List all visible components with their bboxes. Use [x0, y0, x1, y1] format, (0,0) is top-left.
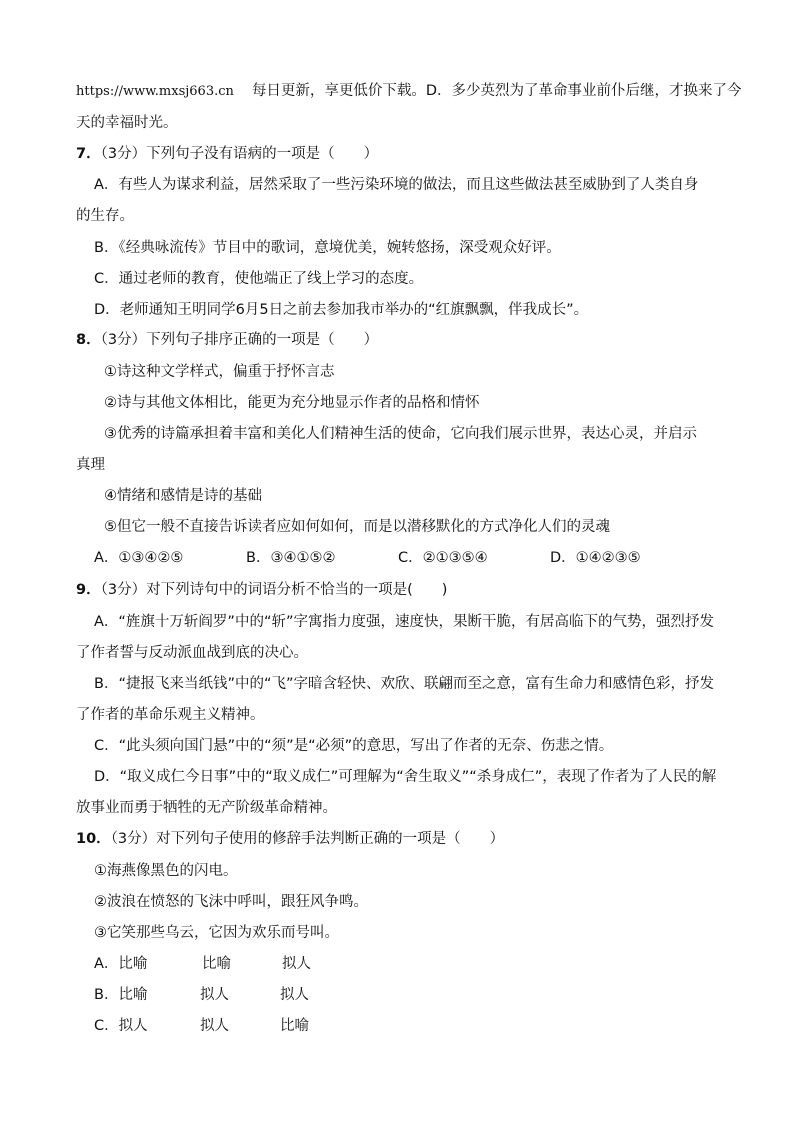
question-text: （3分）下列句子没有语病的一项是（ ）	[100, 146, 379, 162]
question-number: 7．	[76, 146, 101, 162]
q8-sentence-5: ⑤但它一般不直接告诉读者应如何如何，而是以潜移默化的方式净化人们的灵魂	[104, 519, 610, 535]
option-term: 拟人	[280, 987, 309, 1003]
option-term: B．比喻	[94, 987, 148, 1003]
q9-option-d: D．“取义成仁今日事”中的“取义成仁”可理解为“舍生取义”“杀身成仁”，表现了作者为了人民的解	[94, 769, 717, 785]
q10-option-b	[94, 985, 360, 1005]
tagline: 每日更新，享更低价下载。	[251, 83, 426, 99]
q8-option-b: B．③④①⑤②	[246, 550, 336, 566]
question-number: 8．	[76, 332, 101, 348]
header-line	[76, 81, 742, 102]
option-term: 拟人	[200, 1018, 229, 1034]
option-term: 拟人	[200, 987, 229, 1003]
q8-sentence-3: ③优秀的诗篇承担着丰富和美化人们精神生活的使命，它向我们展示世界，表达心灵，并启示	[104, 426, 697, 442]
question-7-stem	[76, 144, 378, 164]
question-text: （3分）对下列诗句中的词语分析不恰当的一项是( )	[100, 582, 448, 598]
q9-option-a-cont: 了作者誓与反动派血战到底的决心。	[76, 645, 308, 661]
q8-options	[94, 548, 641, 568]
q10-sentence-2: ②波浪在愤怒的飞沫中呼叫，跟狂风争鸣。	[94, 894, 368, 910]
q9-option-d-cont: 放事业而勇于牺牲的无产阶级革命精神。	[76, 800, 337, 816]
q9-option-b-cont: 了作者的革命乐观主义精神。	[76, 707, 265, 723]
q7-option-b: B．《经典咏流传》节目中的歌词，意境优美，婉转悠扬，深受观众好评。	[94, 240, 561, 256]
q7-option-c: C．通过老师的教育，使他端正了线上学习的态度。	[94, 271, 424, 287]
option-term: 比喻	[202, 956, 231, 972]
q8-option-d: D．①④②③⑤	[550, 550, 641, 566]
option-term: 拟人	[282, 956, 311, 972]
question-text: （3分）下列句子排序正确的一项是（ ）	[100, 332, 379, 348]
question-number: 10．	[76, 831, 111, 847]
q7-option-d: D．老师通知王明同学6月5日之前去参加我市举办的“红旗飘飘，伴我成长”。	[94, 302, 589, 318]
q8-option-a: A．①③④②⑤	[94, 550, 184, 566]
option-term: C．拟人	[94, 1018, 148, 1034]
question-8-stem	[76, 330, 378, 350]
option-text: 天的幸福时光。	[76, 115, 178, 131]
q8-option-c: C．②①③⑤④	[398, 550, 488, 566]
source-url[interactable]: https://www.mxsj663.cn	[76, 84, 234, 99]
question-text: （3分）对下列句子使用的修辞手法判断正确的一项是（ ）	[110, 831, 505, 847]
q9-option-a: A．“旌旗十万斩阎罗”中的“斩”字寓指力度强，速度快，果断干脆，有居高临下的气势，强烈抒发	[94, 614, 714, 630]
q10-option-a	[94, 954, 362, 974]
q10-sentence-1: ①海燕像黑色的闪电。	[94, 863, 238, 879]
option-term: 比喻	[280, 1018, 309, 1034]
q7-option-a: A．有些人为谋求利益，居然采取了一些污染环境的做法，而且这些做法甚至威胁到了人类自身	[94, 177, 699, 193]
option-term: A．比喻	[94, 956, 148, 972]
q10-option-c	[94, 1016, 360, 1036]
q7-option-a-cont: 的生存。	[76, 208, 134, 224]
q8-sentence-3-cont: 真理	[76, 457, 105, 473]
q10-sentence-3: ③它笑那些乌云，它因为欢乐而号叫。	[94, 925, 339, 941]
question-number: 9．	[76, 582, 101, 598]
q9-option-c: C．“此头须向国门悬”中的“须”是“必须”的意思，写出了作者的无奈、伤悲之情。	[94, 738, 614, 754]
question-10-stem	[76, 829, 504, 849]
question-9-stem	[76, 580, 447, 600]
q8-sentence-2: ②诗与其他文体相比，能更为充分地显示作者的品格和情怀	[104, 395, 480, 411]
option-text: D．多少英烈为了革命事业前仆后继，才换来了今	[425, 83, 742, 99]
q8-sentence-1: ①诗这种文学样式，偏重于抒怀言志	[104, 364, 335, 380]
q9-option-b: B．“捷报飞来当纸钱”中的“飞”字暗含轻快、欢欣、联翩而至之意，富有生命力和感情色彩，抒发	[94, 676, 714, 692]
q8-sentence-4: ④情绪和感情是诗的基础	[104, 488, 262, 504]
